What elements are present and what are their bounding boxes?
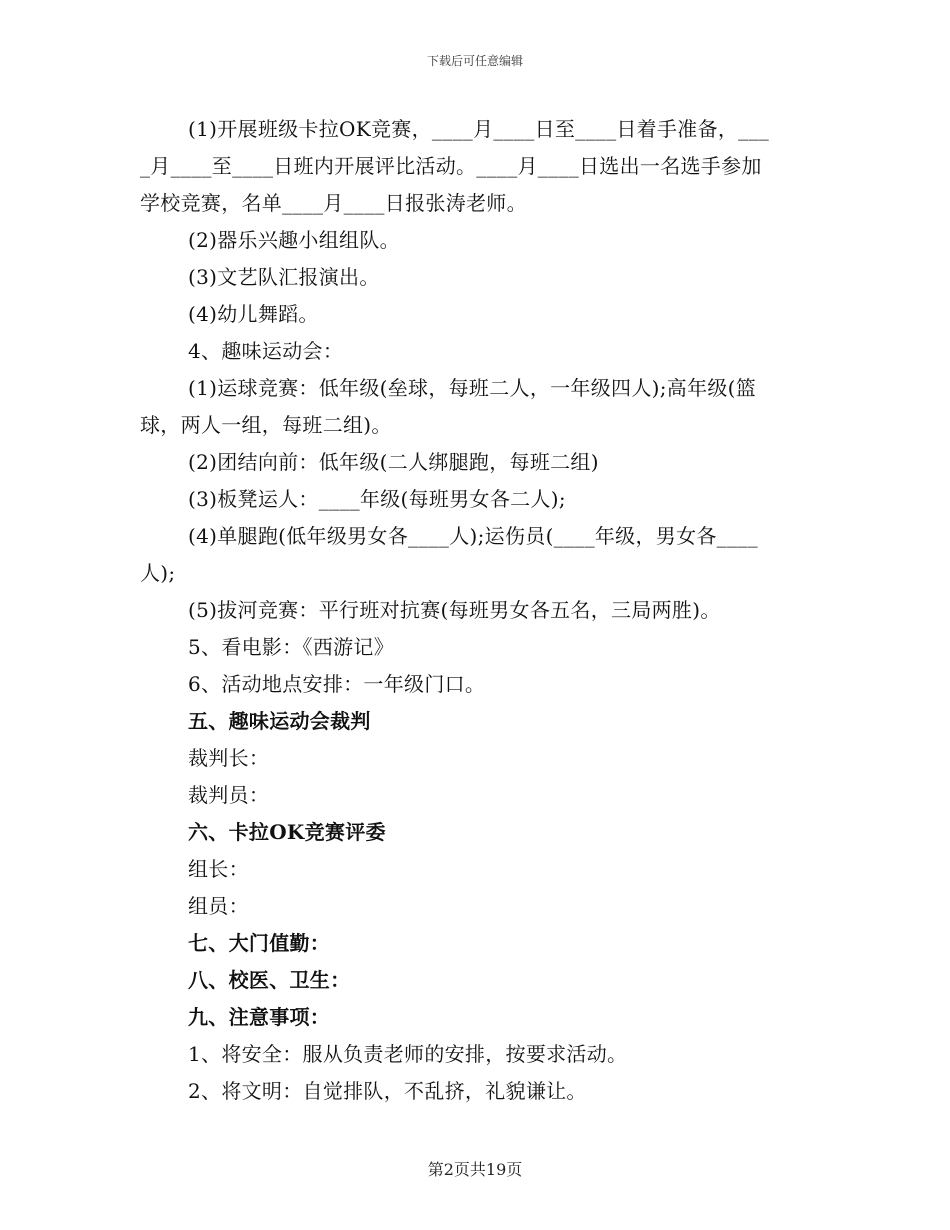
- text-line: (3)板凳运人：____年级(每班男女各二人);: [188, 487, 566, 511]
- section-heading: 八、校医、卫生：: [188, 968, 351, 992]
- text-line: (5)拔河竞赛：平行班对抗赛(每班男女各五名，三局两胜)。: [188, 598, 721, 622]
- text-line: 6、活动地点安排：一年级门口。: [188, 672, 486, 696]
- section-heading: 七、大门值勤：: [188, 931, 331, 955]
- text-line: (1)开展班级卡拉OK竞赛，____月____日至____日着手准备，___: [188, 117, 770, 141]
- section-heading: 六、卡拉OK竞赛评委: [188, 820, 386, 844]
- text-line: 5、看电影：《西游记》: [188, 635, 395, 659]
- text-line: 学校竞赛，名单____月____日报张涛老师。: [140, 191, 527, 215]
- section-heading: 五、趣味运动会裁判: [188, 709, 371, 733]
- text-line: (2)器乐兴趣小组组队。: [188, 228, 400, 252]
- text-line: 球，两人一组，每班二组)。: [140, 413, 392, 437]
- section-heading: 九、注意事项：: [188, 1005, 331, 1029]
- text-line: 组员：: [188, 894, 249, 918]
- text-line: (4)单腿跑(低年级男女各____人);运伤员(____年级，男女各____: [188, 524, 758, 548]
- text-line: 组长：: [188, 857, 249, 881]
- text-line: (3)文艺队汇报演出。: [188, 265, 380, 289]
- text-line: 裁判员：: [188, 783, 270, 807]
- document-body: [140, 111, 808, 1110]
- text-line: 4、趣味运动会：: [188, 339, 344, 363]
- text-line: (4)幼儿舞蹈。: [188, 302, 319, 326]
- text-line: 裁判长：: [188, 746, 270, 770]
- text-line: 人);: [140, 561, 176, 585]
- page-footer: 第2页共19页: [427, 1160, 523, 1179]
- page-header: 下载后可任意编辑: [426, 54, 523, 68]
- text-line: 1、将安全：服从负责老师的安排，按要求活动。: [188, 1042, 628, 1066]
- text-line: (1)运球竞赛：低年级(垒球，每班二人，一年级四人);高年级(篮: [188, 376, 757, 400]
- text-line: _月____至____日班内开展评比活动。____月____日选出一名选手参加: [140, 154, 762, 178]
- text-line: 2、将文明：自觉排队，不乱挤，礼貌谦让。: [188, 1079, 587, 1103]
- text-line: (2)团结向前：低年级(二人绑腿跑，每班二组): [188, 450, 599, 474]
